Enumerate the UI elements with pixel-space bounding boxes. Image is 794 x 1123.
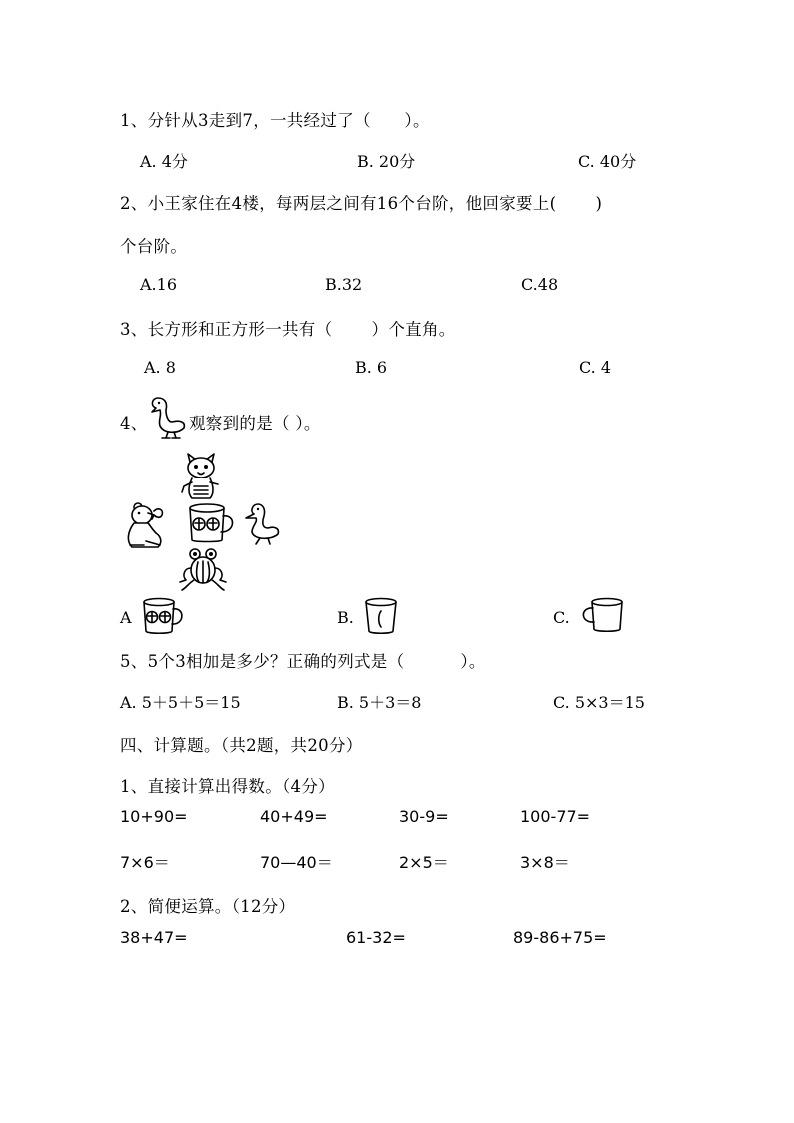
question-2: 2、小王家住在4楼，每两层之间有16个台阶，他回家要上( ) xyxy=(120,194,603,213)
calc-1-item: 40+49= xyxy=(260,807,328,826)
question-4-number: 4、 xyxy=(120,414,148,433)
cup-side-icon[interactable] xyxy=(363,597,401,637)
calc-1-item: 30-9= xyxy=(399,807,449,826)
q1-option-a[interactable]: A. 4分 xyxy=(140,152,188,171)
q3-option-c[interactable]: C. 4 xyxy=(579,358,612,377)
question-4: 观察到的是（ ）。 xyxy=(189,414,321,433)
q3-option-a[interactable]: A. 8 xyxy=(144,358,176,377)
q4-option-a[interactable]: A xyxy=(120,608,132,627)
calc-2-item: 61-32= xyxy=(346,928,406,947)
question-2-cont: 个台阶。 xyxy=(120,237,188,256)
calc-2-item: 89-86+75= xyxy=(513,928,607,947)
cup-front-icon[interactable] xyxy=(140,597,186,637)
question-5: 5、5个3相加是多少？正确的列式是（ ）。 xyxy=(120,652,486,671)
duck-icon xyxy=(148,392,188,442)
q4-option-c[interactable]: C. xyxy=(553,608,570,627)
section-4-title: 四、计算题。（共2题，共20分） xyxy=(120,736,363,755)
calc-1-item: 7×6＝ xyxy=(120,853,170,872)
calc-1-title: 1、直接计算出得数。（4分） xyxy=(120,777,335,796)
q2-option-b[interactable]: B.32 xyxy=(325,275,363,294)
q2-option-a[interactable]: A.16 xyxy=(140,275,177,294)
q5-option-a[interactable]: A. 5＋5＋5＝15 xyxy=(120,693,241,712)
cat-icon xyxy=(178,452,224,502)
calc-1-item: 2×5＝ xyxy=(399,853,449,872)
q5-option-c[interactable]: C. 5×3＝15 xyxy=(553,693,645,712)
q1-option-c[interactable]: C. 40分 xyxy=(578,152,637,171)
calc-2-item: 38+47= xyxy=(120,928,188,947)
calc-1-item: 100-77= xyxy=(520,807,591,826)
cup-back-icon[interactable] xyxy=(580,597,630,637)
q4-option-b[interactable]: B. xyxy=(337,608,354,627)
bear-icon xyxy=(122,497,168,551)
calc-1-item: 3×8＝ xyxy=(520,853,570,872)
q3-option-b[interactable]: B. 6 xyxy=(355,358,388,377)
q5-option-b[interactable]: B. 5＋3＝8 xyxy=(337,693,422,712)
calc-1-item: 10+90= xyxy=(120,807,188,826)
cup-icon xyxy=(186,502,238,544)
q2-option-c[interactable]: C.48 xyxy=(521,275,559,294)
question-3: 3、长方形和正方形一共有（ ）个直角。 xyxy=(120,320,456,339)
q1-option-b[interactable]: B. 20分 xyxy=(357,152,416,171)
duck-icon xyxy=(240,500,282,546)
calc-2-title: 2、简便运算。（12分） xyxy=(120,897,296,916)
calc-1-item: 70—40＝ xyxy=(260,853,333,872)
frog-icon xyxy=(178,546,228,592)
question-1: 1、分针从3走到7，一共经过了（ ）。 xyxy=(120,111,430,130)
